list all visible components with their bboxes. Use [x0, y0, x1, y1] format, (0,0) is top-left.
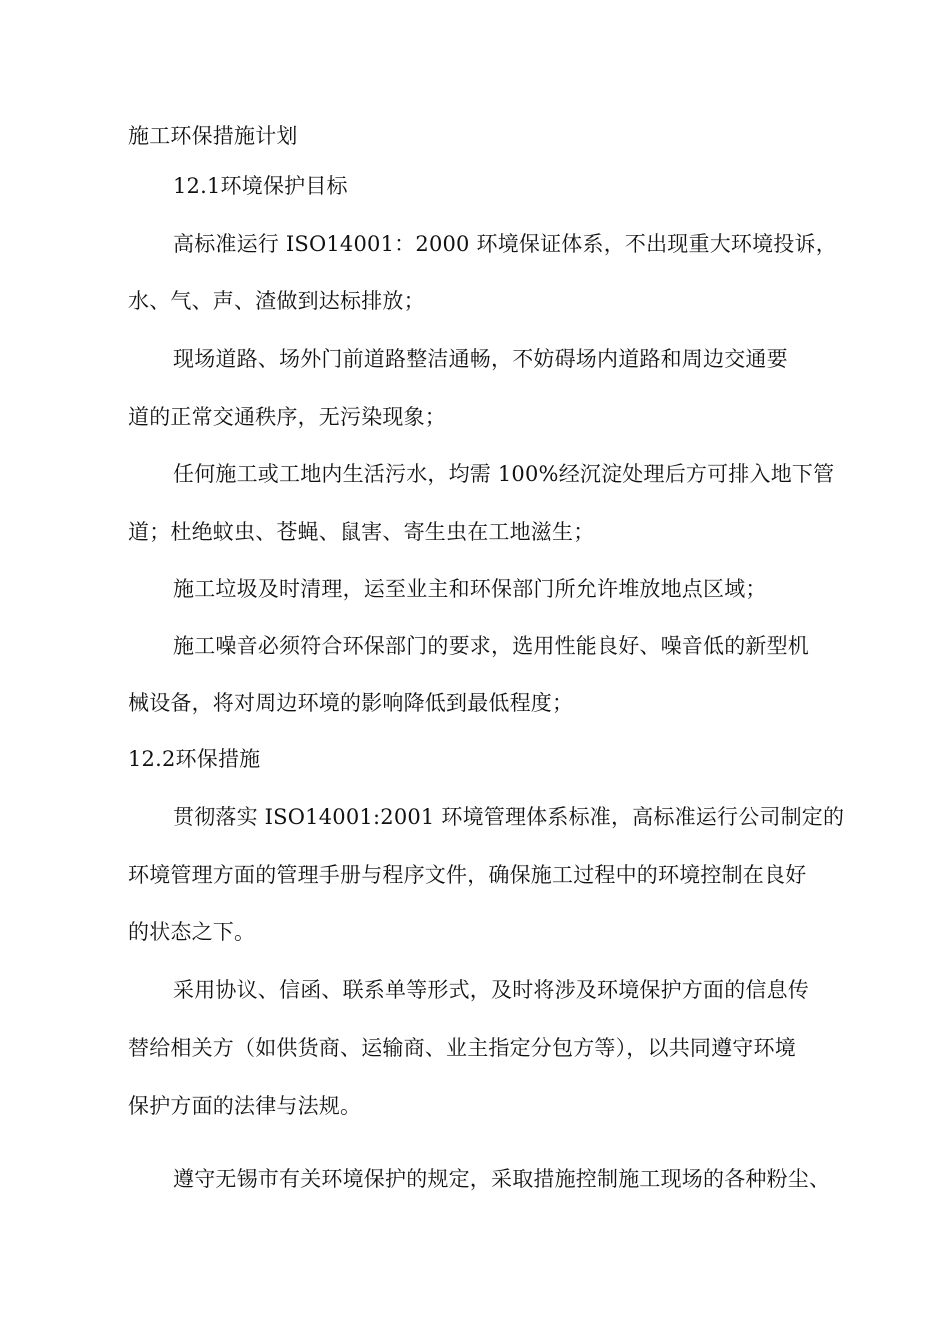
- s2-paragraph-2-line-3: 保护方面的法律与法规。: [128, 1094, 362, 1118]
- s1-paragraph-2-line-2: 道的正常交通秩序，无污染现象；: [128, 405, 446, 429]
- section-1-heading: 12.1环境保护目标: [173, 174, 348, 198]
- s1-paragraph-1-line-2: 水、气、声、渣做到达标排放；: [128, 289, 425, 313]
- s2-paragraph-3-line-1: 遵守无锡市有关环境保护的规定，采取措施控制施工现场的各种粉尘、: [173, 1167, 831, 1191]
- s1-paragraph-1-line-1: 高标准运行 ISO14001：2000 环境保证体系，不出现重大环境投诉，: [173, 232, 837, 256]
- s1-paragraph-3-line-1: 任何施工或工地内生活污水，均需 100%经沉淀处理后方可排入地下管: [173, 462, 835, 486]
- s1-paragraph-5-line-1: 施工噪音必须符合环保部门的要求，选用性能良好、噪音低的新型机: [173, 634, 809, 658]
- s2-paragraph-1-line-1: 贯彻落实 ISO14001:2001 环境管理体系标准，高标准运行公司制定的: [173, 805, 845, 829]
- document-title: 施工环保措施计划: [128, 124, 298, 148]
- s1-paragraph-4-line-1: 施工垃圾及时清理，运至业主和环保部门所允许堆放地点区域；: [173, 577, 767, 601]
- s2-paragraph-1-line-3: 的状态之下。: [128, 920, 256, 944]
- s1-paragraph-2-line-1: 现场道路、场外门前道路整洁通畅，不妨碍场内道路和周边交通要: [173, 347, 788, 371]
- s1-paragraph-5-line-2: 械设备，将对周边环境的影响降低到最低程度；: [128, 691, 574, 715]
- section-2-heading: 12.2环保措施: [128, 747, 261, 771]
- s2-paragraph-1-line-2: 环境管理方面的管理手册与程序文件，确保施工过程中的环境控制在良好: [128, 863, 807, 887]
- s1-paragraph-3-line-2: 道；杜绝蚊虫、苍蝇、鼠害、寄生虫在工地滋生；: [128, 520, 595, 544]
- s2-paragraph-2-line-2: 替给相关方（如供货商、运输商、业主指定分包方等），以共同遵守环境: [128, 1036, 796, 1060]
- s2-paragraph-2-line-1: 采用协议、信函、联系单等形式，及时将涉及环境保护方面的信息传: [173, 978, 809, 1002]
